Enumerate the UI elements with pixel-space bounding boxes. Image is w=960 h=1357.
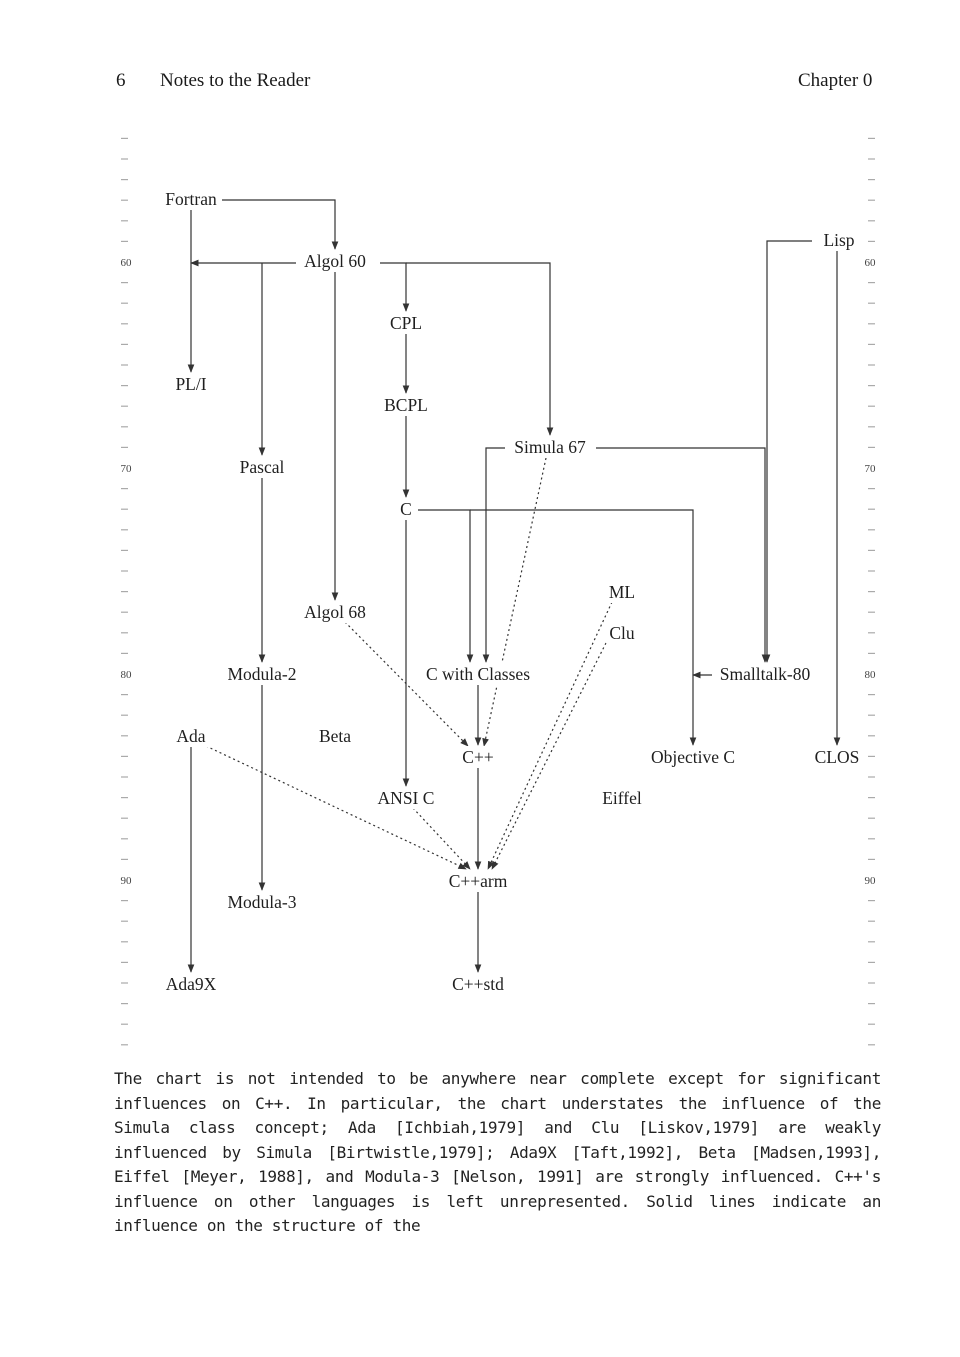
node-algol68: Algol 68	[304, 602, 366, 622]
body-paragraph: The chart is not intended to be anywhere near complete except for significant influences on C++. In particular, the chart understates the influence of the Simula class concept; Ada [Ichbiah,1979] and Clu [Liskov,1979] are weakly influenced by Simula [Birtwistle,1979]; Ada9X [Taft,1992], Beta [Madsen,1993], Eiffel [Meyer, 1988], and Modula-3 [Nelson, 1991] are strongly influenced. C++'s influence on other languages is left unrepresented. Solid lines indicate an influence on the structure of the	[114, 1069, 881, 1235]
node-c: C	[400, 499, 412, 519]
page-number: 6	[116, 70, 126, 91]
structural-influence-edge	[380, 263, 406, 311]
structural-influence-edge	[222, 200, 335, 249]
node-beta: Beta	[318, 726, 352, 746]
node-objc: Objective C	[650, 747, 736, 767]
node-clu: Clu	[609, 623, 635, 643]
year-tick-label: 70	[120, 463, 132, 475]
node-clos: CLOS	[814, 747, 860, 767]
node-algol60: Algol 60	[304, 251, 366, 271]
structural-influence-edge	[470, 510, 693, 745]
year-tick-label: 80	[864, 669, 876, 681]
structural-influence-edge	[486, 448, 505, 662]
year-tick-label: 60	[864, 257, 876, 269]
node-cppstd: C++std	[452, 974, 504, 994]
section-title: Notes to the Reader	[160, 70, 311, 91]
year-tick-label: 60	[120, 257, 132, 269]
node-simula67: Simula 67	[514, 437, 586, 457]
node-smalltalk80: Smalltalk-80	[719, 664, 811, 684]
year-tick-label: 80	[120, 669, 132, 681]
chapter-label: Chapter 0	[798, 70, 873, 91]
weak-influence-edge	[488, 602, 612, 869]
node-lisp: Lisp	[823, 230, 855, 250]
node-bcpl: BCPL	[384, 395, 428, 415]
node-pl1: PL/I	[175, 374, 207, 394]
node-eiffel: Eiffel	[602, 788, 642, 808]
node-modula3: Modula-3	[227, 892, 297, 912]
node-ml: ML	[608, 582, 636, 602]
year-tick-label: 90	[120, 875, 132, 887]
structural-influence-edge	[418, 510, 470, 662]
node-cpparm: C++arm	[448, 871, 508, 891]
node-cpp: C++	[462, 747, 494, 767]
node-fortran: Fortran	[165, 189, 217, 209]
weak-influence-edge	[484, 458, 546, 746]
weak-influence-edge	[413, 808, 470, 869]
node-modula2: Modula-2	[227, 664, 297, 684]
node-pascal: Pascal	[239, 457, 285, 477]
year-tick-label: 70	[864, 463, 876, 475]
node-ada9x: Ada9X	[165, 974, 217, 994]
node-cwithclasses: C with Classes	[425, 664, 531, 684]
node-ada: Ada	[176, 726, 206, 746]
structural-influence-edge	[767, 241, 812, 662]
node-ansic: ANSI C	[377, 788, 435, 808]
year-tick-label: 90	[864, 875, 876, 887]
node-cpl: CPL	[389, 313, 423, 333]
